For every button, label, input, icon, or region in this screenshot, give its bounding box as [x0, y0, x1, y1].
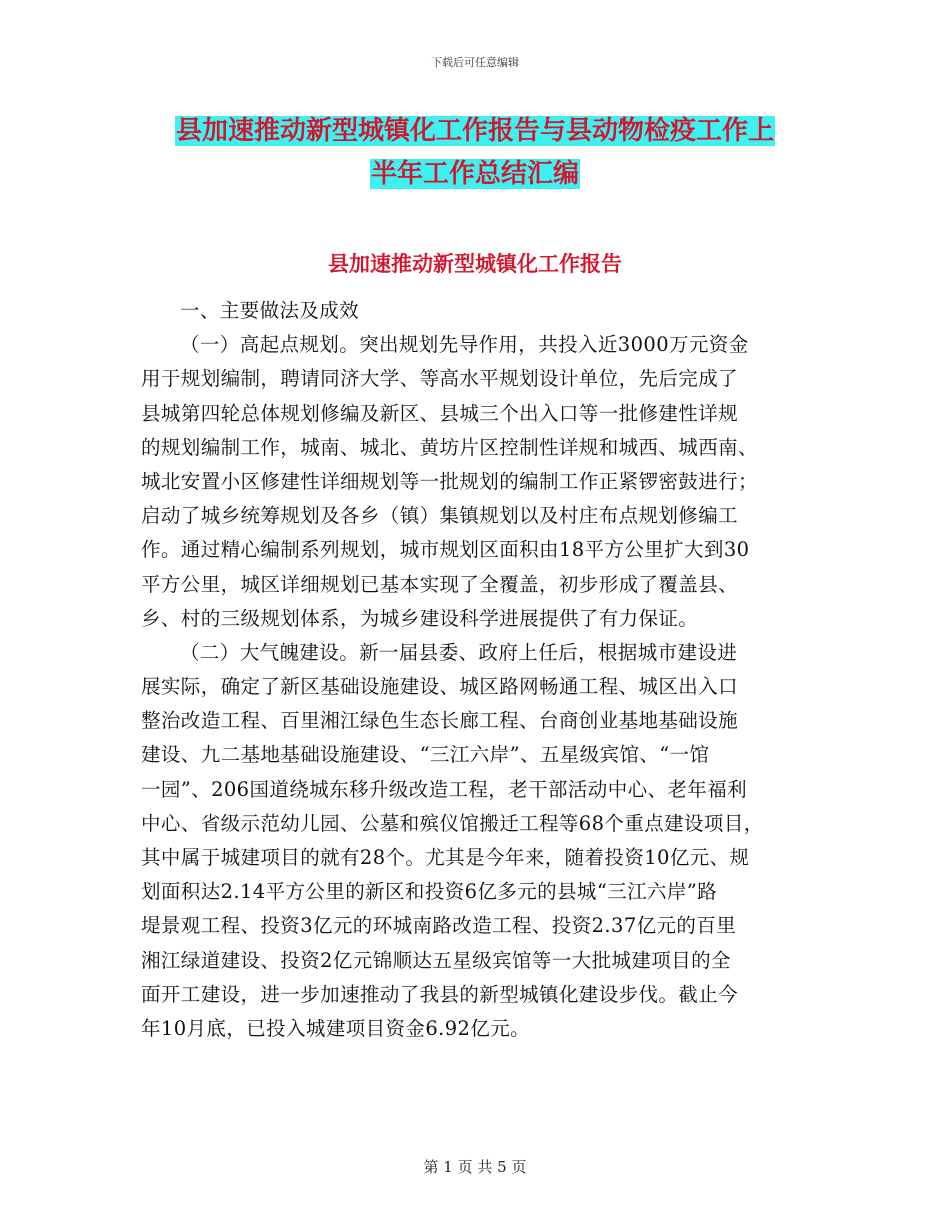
body-line: （一）高起点规划。突出规划先导作用，共投入近3000万元资金 — [180, 333, 749, 357]
header-note: 下载后可任意编辑 — [431, 56, 519, 69]
document-title-line-1: 县加速推动新型城镇化工作报告与县动物检疫工作上 — [175, 116, 774, 146]
body-line: 县城第四轮总体规划修编及新区、县城三个出入口等一批修建性详规 — [141, 401, 739, 425]
body-line: 其中属于城建项目的就有28个。尤其是今年来，随着投资10亿元、规 — [141, 846, 750, 869]
body-line: 用于规划编制，聘请同济大学、等高水平规划设计单位，先后完成了 — [141, 367, 739, 391]
section-title: 县加速推动新型城镇化工作报告 — [328, 252, 622, 276]
body-line: （二）大气魄建设。新一届县委、政府上任后，根据城市建设进 — [180, 640, 738, 664]
body-line: 乡、村的三级规划体系，为城乡建设科学进展提供了有力保证。 — [141, 606, 699, 630]
body-line: 中心、省级示范幼儿园、公墓和殡仪馆搬迁工程等68个重点建设项目， — [141, 811, 764, 835]
body-line: 作。通过精心编制系列规划，城市规划区面积由18平方公里扩大到30 — [141, 538, 750, 562]
body-line: 展实际，确定了新区基础设施建设、城区路网畅通工程、城区出入口 — [141, 675, 739, 699]
body-text — [141, 294, 813, 1046]
body-line: 年10月底，已投入城建项目资金6.92亿元。 — [141, 1016, 531, 1040]
body-line: 湘江绿道建设、投资2亿元锦顺达五星级宾馆等一大批城建项目的全 — [141, 948, 731, 972]
body-line: 一园”、206国道绕城东移升级改造工程，老干部活动中心、老年福利 — [141, 777, 747, 801]
body-line: 堤景观工程、投资3亿元的环城南路改造工程、投资2.37亿元的百里 — [141, 914, 737, 938]
body-line: 一、主要做法及成效 — [180, 299, 360, 322]
body-line: 整治改造工程、百里湘江绿色生态长廊工程、台商创业基地基础设施 — [141, 709, 739, 733]
body-line: 的规划编制工作，城南、城北、黄坊片区控制性详规和城西、城西南、 — [141, 435, 758, 459]
body-line: 启动了城乡统筹规划及各乡（镇）集镇规划以及村庄布点规划修编工 — [141, 504, 739, 528]
body-line: 划面积达2.14平方公里的新区和投资6亿多元的县城“三江六岸”路 — [141, 880, 718, 904]
page-footer: 第 1 页 共 5 页 — [423, 1158, 527, 1176]
body-line: 平方公里，城区详细规划已基本实现了全覆盖，初步形成了覆盖县、 — [141, 572, 739, 596]
body-line: 面开工建设，进一步加速推动了我县的新型城镇化建设步伐。截止今 — [141, 982, 739, 1006]
body-line: 城北安置小区修建性详细规划等一批规划的编制工作正紧锣密鼓进行； — [141, 469, 758, 493]
body-line: 建设、九二基地基础设施建设、“三江六岸”、五星级宾馆、“一馆 — [141, 743, 710, 767]
document-title-line-2: 半年工作总结汇编 — [370, 159, 579, 189]
